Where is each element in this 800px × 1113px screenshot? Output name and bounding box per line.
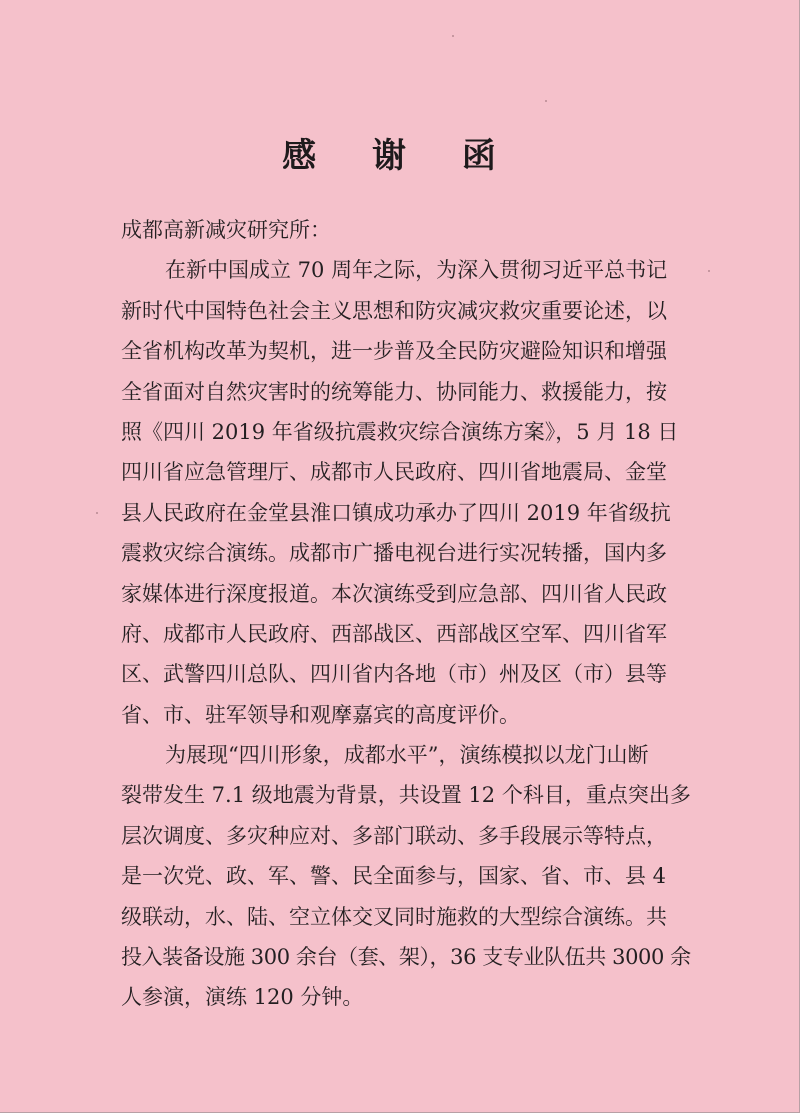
paragraph-2-line-2: 裂带发生 7.1 级地震为背景，共设置 12 个科目，重点突出多 [121,783,691,808]
paragraph-1-line-7: 县人民政府在金堂县淮口镇成功承办了四川 2019 年省级抗 [121,500,671,525]
paragraph-1-line-2: 新时代中国特色社会主义思想和防灾减灾救灾重要论述，以 [121,298,667,323]
paper-speck [452,35,454,37]
paragraph-1-line-12: 省、市、驻军领导和观摩嘉宾的高度评价。 [121,702,520,727]
paragraph-1-line-4: 全省面对自然灾害时的统筹能力、协同能力、救援能力，按 [121,379,667,404]
paragraph-2-line-6: 投入装备设施 300 余台（套、架），36 支专业队伍共 3000 余 [121,945,691,970]
paragraph-1-line-5: 照《四川 2019 年省级抗震救灾综合演练方案》，5 月 18 日 [121,419,679,444]
paragraph-1-line-6: 四川省应急管理厅、成都市人民政府、四川省地震局、金堂 [121,460,667,485]
paper-speck [708,270,710,272]
paragraph-1-line-10: 府、成都市人民政府、西部战区、西部战区空军、四川省军 [121,621,667,646]
paragraph-1-line-1: 在新中国成立 70 周年之际，为深入贯彻习近平总书记 [165,258,668,283]
paper-speck [96,512,98,514]
paragraph-1-line-9: 家媒体进行深度报道。本次演练受到应急部、四川省人民政 [121,581,667,606]
paragraph-2-line-3: 层次调度、多灾种应对、多部门联动、多手段展示等特点， [121,823,667,848]
paragraph-1-line-3: 全省机构改革为契机，进一步普及全民防灾避险知识和增强 [121,339,667,364]
paragraph-1-line-11: 区、武警四川总队、四川省内各地（市）州及区（市）县等 [121,662,667,687]
document-title: 感 谢 函 [282,136,518,176]
salutation: 成都高新减灾研究所： [121,218,331,242]
paragraph-2-line-5: 级联动，水、陆、空立体交叉同时施救的大型综合演练。共 [121,904,667,929]
paper-speck [545,100,547,102]
letter-body [121,210,691,1018]
paragraph-2-line-7: 人参演，演练 120 分钟。 [121,985,364,1010]
paragraph-2-line-1: 为展现“四川形象，成都水平”，演练模拟以龙门山断 [165,743,649,768]
paragraph-2-line-4: 是一次党、政、军、警、民全面参与，国家、省、市、县 4 [121,864,667,889]
paragraph-1-line-8: 震救灾综合演练。成都市广播电视台进行实况转播，国内多 [121,541,667,566]
